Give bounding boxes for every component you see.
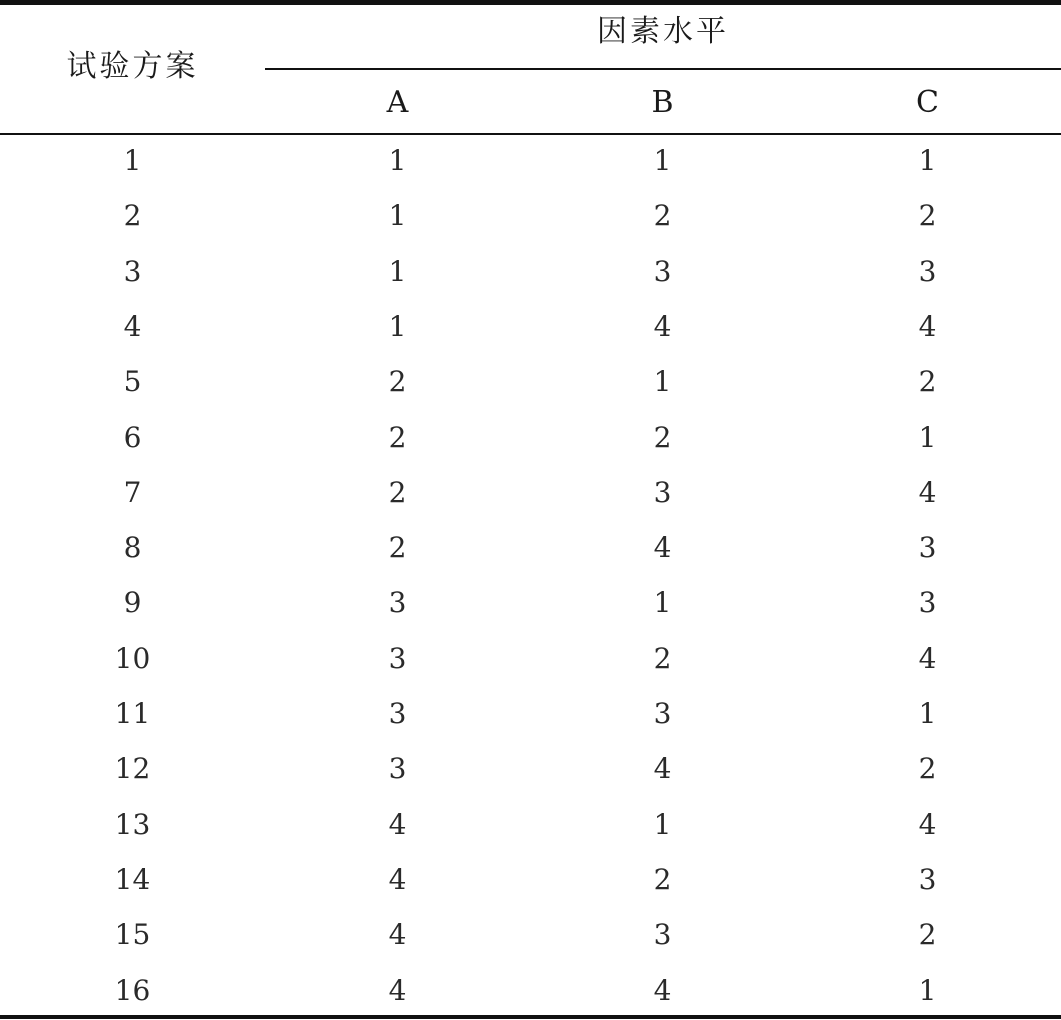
scheme-cell: 10 bbox=[114, 641, 151, 675]
factor-b-cell: 3 bbox=[653, 254, 672, 288]
factor-a-cell: 1 bbox=[388, 199, 407, 233]
factor-c-cell: 4 bbox=[918, 807, 937, 841]
factor-b-cell: 2 bbox=[653, 420, 672, 454]
header-group-rule bbox=[265, 68, 1061, 70]
factor-a-cell: 3 bbox=[388, 752, 407, 786]
scheme-cell: 3 bbox=[123, 254, 142, 288]
table-row bbox=[0, 577, 1061, 632]
factor-b-cell: 3 bbox=[653, 697, 672, 730]
factor-a-cell: 2 bbox=[388, 475, 407, 509]
scheme-cell: 13 bbox=[114, 807, 151, 841]
factor-a-cell: 1 bbox=[388, 144, 407, 177]
factor-c-cell: 3 bbox=[918, 531, 937, 565]
factor-a-cell: 2 bbox=[388, 365, 407, 399]
header-factor-c: C bbox=[916, 85, 939, 120]
factor-b-cell: 3 bbox=[653, 475, 672, 509]
table-row bbox=[0, 743, 1061, 798]
table-bottom-rule bbox=[0, 1015, 1061, 1019]
factor-a-cell: 3 bbox=[388, 641, 407, 675]
table-row bbox=[0, 412, 1061, 467]
table-row bbox=[0, 909, 1061, 964]
scheme-cell: 9 bbox=[123, 586, 142, 620]
header-scheme: 试验方案 bbox=[66, 49, 199, 84]
factor-b-cell: 4 bbox=[653, 309, 672, 343]
factor-c-cell: 2 bbox=[918, 752, 937, 786]
table-row bbox=[0, 301, 1061, 356]
factor-c-cell: 2 bbox=[918, 918, 937, 952]
table-row bbox=[0, 135, 1061, 190]
table-row bbox=[0, 633, 1061, 688]
table-row bbox=[0, 356, 1061, 411]
factor-b-cell: 1 bbox=[653, 144, 672, 177]
table-row bbox=[0, 522, 1061, 577]
factor-a-cell: 4 bbox=[388, 918, 407, 952]
factor-c-cell: 1 bbox=[918, 973, 937, 1007]
scheme-cell: 2 bbox=[123, 199, 142, 233]
table-row bbox=[0, 190, 1061, 245]
factor-b-cell: 3 bbox=[653, 918, 672, 952]
factor-a-cell: 4 bbox=[388, 862, 407, 896]
factor-c-cell: 2 bbox=[918, 365, 937, 399]
factor-c-cell: 3 bbox=[918, 862, 937, 896]
factor-c-cell: 3 bbox=[918, 586, 937, 620]
scheme-cell: 6 bbox=[123, 420, 142, 454]
scheme-cell: 5 bbox=[123, 365, 142, 399]
table-row bbox=[0, 246, 1061, 301]
factor-c-cell: 4 bbox=[918, 475, 937, 509]
factor-c-cell: 4 bbox=[918, 309, 937, 343]
scheme-cell: 7 bbox=[123, 475, 142, 509]
scheme-cell: 16 bbox=[114, 973, 151, 1007]
table-row bbox=[0, 688, 1061, 743]
scheme-cell: 4 bbox=[123, 309, 142, 343]
factor-b-cell: 1 bbox=[653, 365, 672, 399]
header-factor-b: B bbox=[651, 85, 674, 120]
scheme-cell: 11 bbox=[114, 697, 151, 730]
factor-b-cell: 4 bbox=[653, 973, 672, 1007]
factor-c-cell: 2 bbox=[918, 199, 937, 233]
factor-b-cell: 1 bbox=[653, 586, 672, 620]
scheme-cell: 14 bbox=[114, 862, 151, 896]
factor-b-cell: 2 bbox=[653, 862, 672, 896]
factor-a-cell: 3 bbox=[388, 586, 407, 620]
table-row bbox=[0, 854, 1061, 909]
table-row bbox=[0, 799, 1061, 854]
factor-a-cell: 4 bbox=[388, 973, 407, 1007]
table-row bbox=[0, 965, 1061, 1020]
factor-a-cell: 2 bbox=[388, 531, 407, 565]
factor-b-cell: 2 bbox=[653, 641, 672, 675]
factor-b-cell: 2 bbox=[653, 199, 672, 233]
factor-c-cell: 1 bbox=[918, 697, 937, 730]
factor-c-cell: 1 bbox=[918, 144, 937, 177]
scheme-cell: 15 bbox=[114, 918, 151, 952]
factor-a-cell: 1 bbox=[388, 254, 407, 288]
scheme-cell: 8 bbox=[123, 531, 142, 565]
factor-c-cell: 4 bbox=[918, 641, 937, 675]
factor-b-cell: 1 bbox=[653, 807, 672, 841]
table-row bbox=[0, 467, 1061, 522]
factor-a-cell: 1 bbox=[388, 309, 407, 343]
factor-a-cell: 2 bbox=[388, 420, 407, 454]
scheme-cell: 1 bbox=[123, 144, 142, 177]
factor-c-cell: 1 bbox=[918, 420, 937, 454]
factor-a-cell: 4 bbox=[388, 807, 407, 841]
scheme-cell: 12 bbox=[114, 752, 151, 786]
header-factor-level: 因素水平 bbox=[597, 14, 729, 49]
header-factor-a: A bbox=[386, 85, 409, 120]
factor-b-cell: 4 bbox=[653, 752, 672, 786]
table-top-rule bbox=[0, 0, 1061, 5]
factor-a-cell: 3 bbox=[388, 697, 407, 730]
factor-b-cell: 4 bbox=[653, 531, 672, 565]
factor-c-cell: 3 bbox=[918, 254, 937, 288]
